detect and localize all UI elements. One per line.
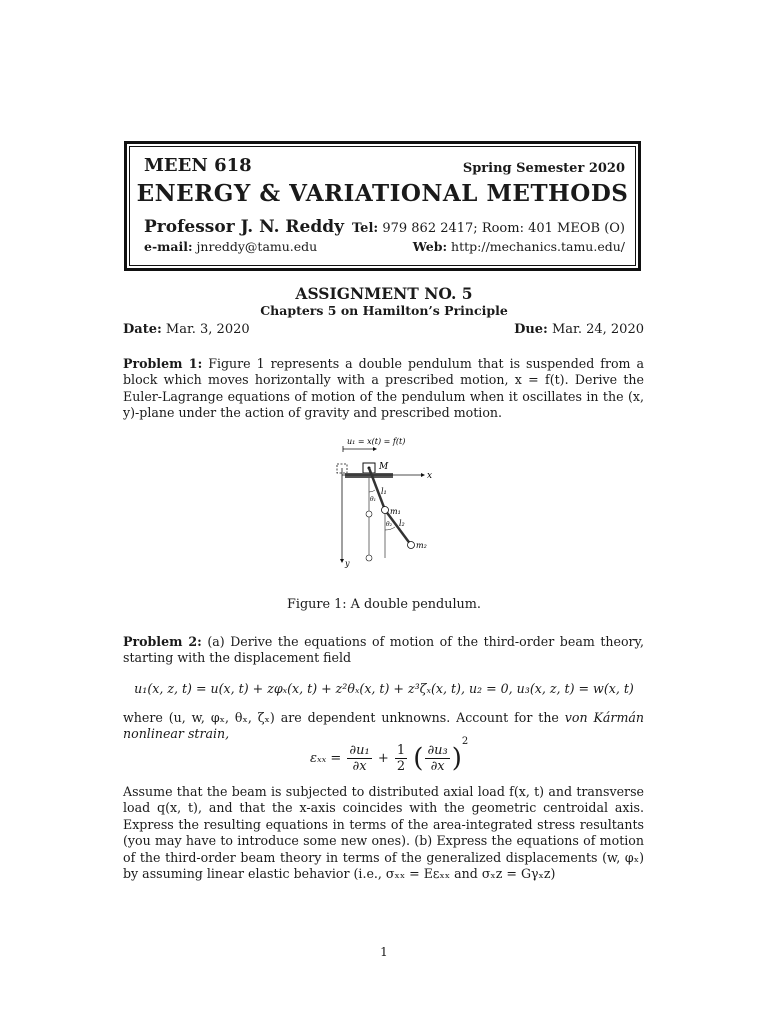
problem-2-label: Problem 2: bbox=[123, 634, 202, 649]
course-code: MEEN 618 bbox=[144, 155, 252, 176]
strain-frac-1 bbox=[347, 743, 371, 774]
date-line bbox=[123, 322, 250, 337]
x-axis-label: x bbox=[427, 471, 433, 481]
email-value: jnreddy@tamu.edu bbox=[192, 239, 318, 254]
l1-label: l₁ bbox=[381, 487, 387, 496]
rest-circle-1 bbox=[366, 511, 372, 517]
mass-m1 bbox=[382, 507, 389, 514]
due-line bbox=[514, 322, 644, 337]
where-text: where (u, w, φₓ, θₓ, ζₓ) are dependent unknowns. Account for the bbox=[123, 710, 565, 725]
due-label: Due: bbox=[514, 322, 548, 337]
problem-1-label: Problem 1: bbox=[123, 356, 203, 371]
strain-half-num: 1 bbox=[396, 743, 406, 758]
strain-equation: εₓₓ = $\frac{\text{∂u₁}}{\partial x}$ + $\frac{1}{2}$ ( $\frac{\text{∂u₃}}{\partial x}$ )$^2$ bbox=[310, 736, 469, 774]
theta2-label: θ₂ bbox=[386, 521, 393, 528]
problem-2-text: (a) Derive the equations of motion of the third-order beam theory, starting with the displacement field bbox=[123, 634, 644, 666]
displacement-equation: u₁(x, z, t) = u(x, t) + zφₓ(x, t) + z²θₓ(x, t) + z³ζₓ(x, t), u₂ = 0, u₃(x, z, t) = w(x, t) bbox=[134, 681, 634, 696]
ground-hatch bbox=[345, 473, 393, 478]
due-value: Mar. 24, 2020 bbox=[547, 322, 644, 337]
y-axis-arrowhead bbox=[340, 559, 344, 563]
page-number: 1 bbox=[380, 945, 388, 959]
mass-m2 bbox=[408, 542, 415, 549]
problem-1 bbox=[123, 356, 644, 422]
professor-name: Professor J. N. Reddy bbox=[144, 217, 345, 237]
strain-half bbox=[395, 743, 407, 774]
strain-num-1: ∂u₁ bbox=[349, 743, 370, 758]
tel-label: Tel: bbox=[352, 221, 379, 236]
problem-1-text: Figure 1 represents a double pendulum that is suspended from a block which moves horizontally with a prescribed motion, x = f(t). Derive the Euler-Lagrange equations of motion of the pendulum when it oscillates in the (x, y)-plane under the action of gravity and prescribed motion. bbox=[123, 356, 644, 421]
strain-power: 2 bbox=[461, 736, 469, 747]
web-label: Web: bbox=[412, 239, 448, 254]
strain-den-1: ∂x bbox=[352, 759, 367, 774]
contact-info bbox=[352, 221, 625, 236]
double-pendulum-figure bbox=[325, 436, 455, 576]
assignment-subtitle: Chapters 5 on Hamilton’s Principle bbox=[260, 303, 508, 318]
l2-label: l₂ bbox=[399, 519, 405, 528]
strain-den-2: ∂x bbox=[430, 759, 445, 774]
strain-num-2: ∂u₃ bbox=[427, 743, 448, 758]
problem-2-body: Assume that the beam is subjected to distributed axial load f(x, t) and transverse load q(x, t), and that the x-axis coincides with the geometric centroidal axis. Express the resulting equations in terms of the area-integrated stress resultants (you may have to introduce some new ones). (b) Express the equations of motion of the third-order beam theory in terms of the generalized displacements (w, φₓ) by assuming linear elastic behavior (i.e., σₓₓ = Eεₓₓ and σₓz = Gγₓz) bbox=[123, 784, 644, 882]
rest-circle-2 bbox=[366, 555, 372, 561]
figure-top-label: u₁ = x(t) = f(t) bbox=[347, 437, 406, 446]
m2-label: m₂ bbox=[416, 541, 427, 550]
motion-arrowhead bbox=[373, 447, 377, 451]
course-header-box bbox=[124, 141, 641, 271]
email-label: e-mail: bbox=[144, 239, 193, 254]
problem-2-intro bbox=[123, 634, 644, 667]
tel-value: 979 862 2417; Room: 401 MEOB (O) bbox=[378, 221, 625, 236]
strain-plus: + bbox=[377, 751, 389, 766]
web-info bbox=[413, 239, 625, 254]
figure-caption: Figure 1: A double pendulum. bbox=[286, 597, 482, 612]
date-value: Mar. 3, 2020 bbox=[161, 322, 250, 337]
web-value: http://mechanics.tamu.edu/ bbox=[447, 239, 625, 254]
m1-label: m₁ bbox=[390, 507, 401, 516]
course-title: ENERGY & VARIATIONAL METHODS bbox=[136, 180, 629, 207]
date-label: Date: bbox=[123, 322, 162, 337]
theta1-arc bbox=[369, 490, 375, 492]
strain-half-den: 2 bbox=[396, 759, 406, 774]
email-info bbox=[144, 239, 317, 254]
strain-lhs: εₓₓ = bbox=[310, 751, 342, 766]
strain-frac-2 bbox=[425, 743, 449, 774]
y-axis-label: y bbox=[345, 559, 350, 568]
course-header-inner bbox=[129, 146, 636, 266]
semester: Spring Semester 2020 bbox=[462, 161, 625, 176]
x-axis-arrowhead bbox=[421, 473, 425, 477]
mass-M-label: M bbox=[379, 462, 389, 472]
assignment-title: ASSIGNMENT NO. 5 bbox=[295, 284, 473, 303]
where-italic: von Kármán nonlinear strain, bbox=[123, 710, 645, 742]
theta1-label: θ₁ bbox=[370, 496, 377, 503]
